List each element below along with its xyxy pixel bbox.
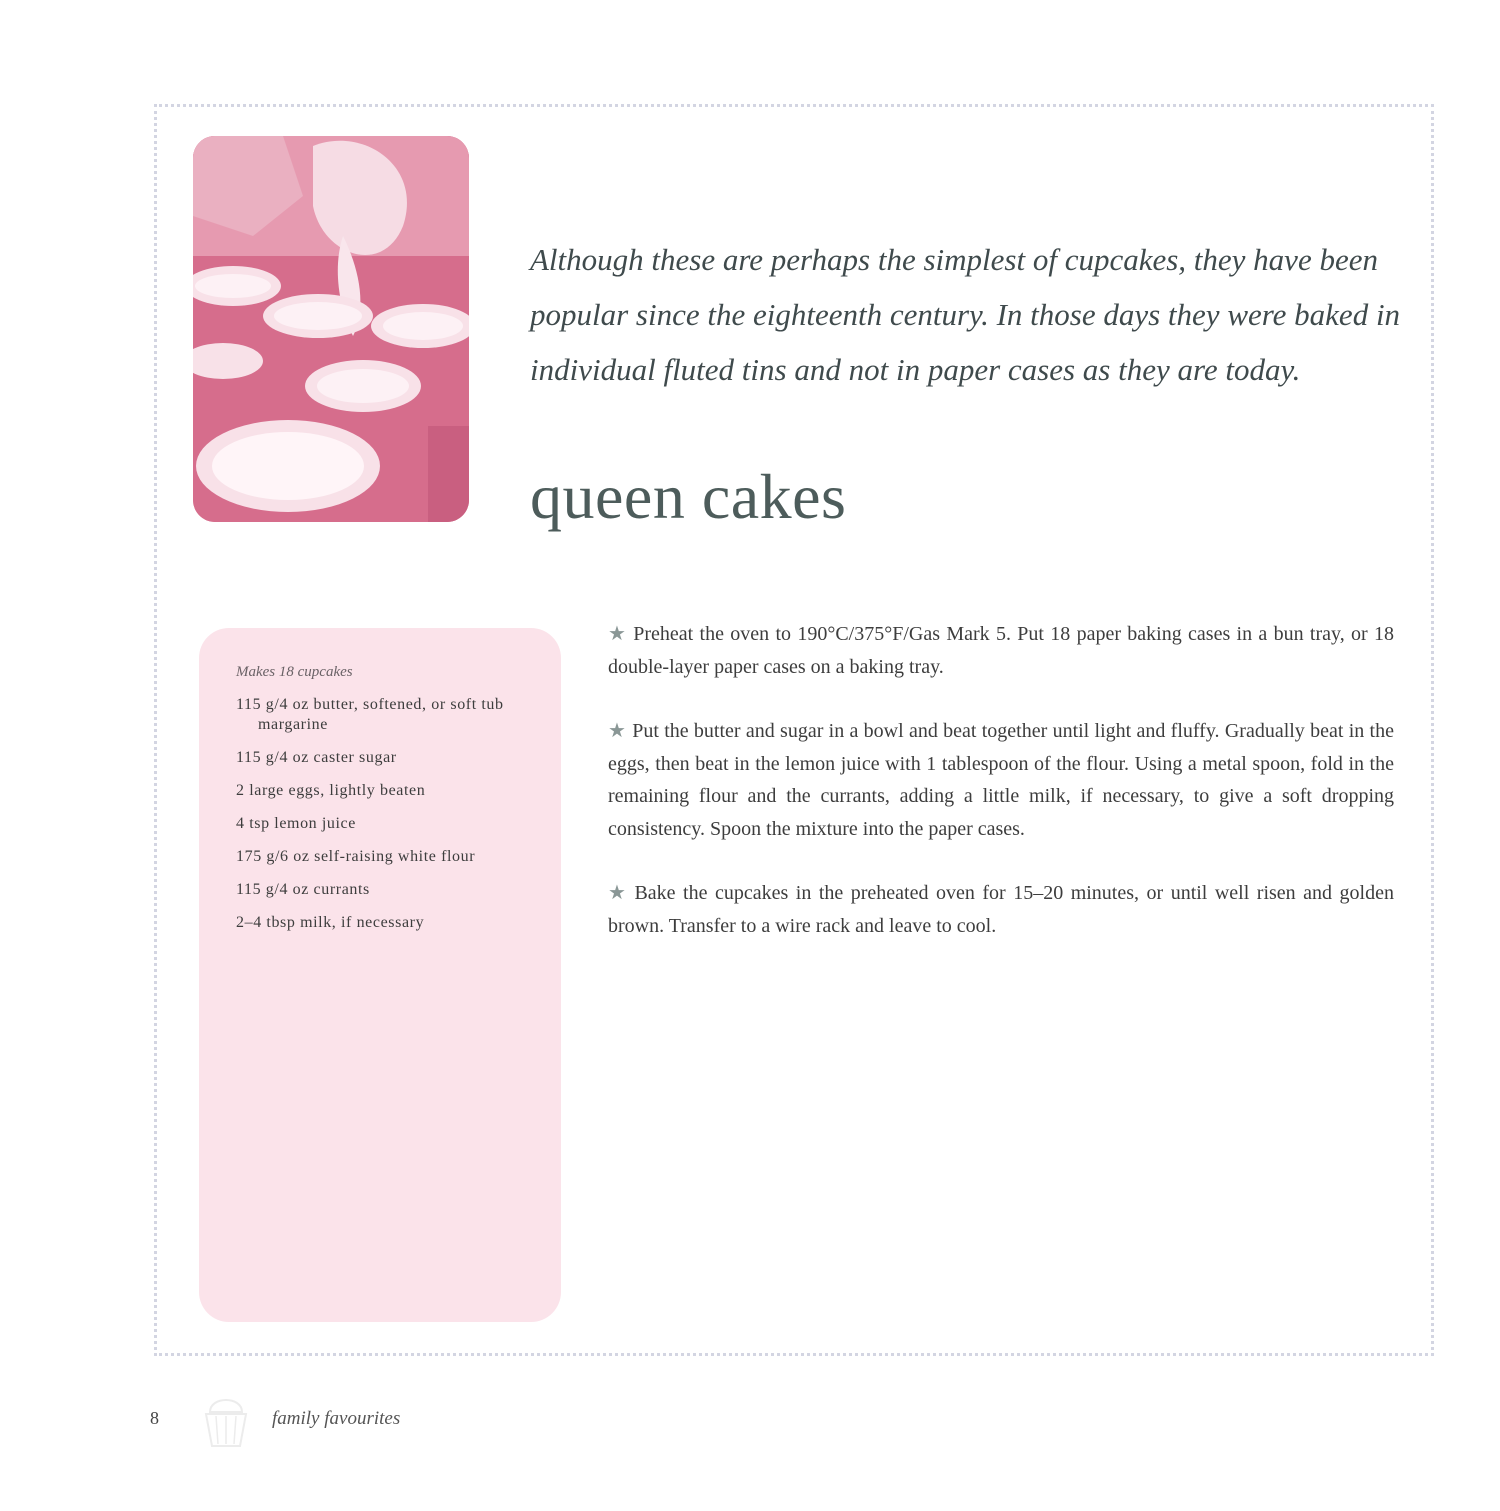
page-number: 8 (150, 1408, 159, 1428)
star-icon: ★ (608, 720, 627, 742)
recipe-photo (193, 136, 469, 522)
cupcake-icon (196, 1382, 256, 1452)
ingredient-item: 2–4 tbsp milk, if necessary (236, 914, 425, 931)
ingredient-item: 2 large eggs, lightly beaten (236, 782, 426, 799)
yield-note: Makes 18 cupcakes (236, 664, 353, 680)
method-step-text: Put the butter and sugar in a bowl and beat together until light and fluffy. Gradually beat in the eggs, then beat in the lemon juice with 1 tablespoon of the flour. Using a metal spoon, fold in the remaining flour and the currants, adding a little milk, if necessary, to give a soft dropping consistency. Spoon the mixture into the paper cases. (608, 720, 1394, 840)
ingredient-item: 115 g/4 oz caster sugar (236, 749, 397, 766)
intro-paragraph (530, 232, 1410, 397)
method-step (608, 715, 1394, 845)
ingredients-list (236, 695, 556, 946)
star-icon: ★ (608, 882, 629, 904)
ingredient-item: 175 g/6 oz self-raising white flour (236, 848, 476, 865)
ingredient-item: 115 g/4 oz currants (236, 881, 370, 898)
method-step (608, 618, 1394, 683)
method-step-text: Preheat the oven to 190°C/375°F/Gas Mark 5. Put 18 paper baking cases in a bun tray, or 18 double-layer paper cases on a baking tray. (608, 623, 1394, 678)
ingredient-item: 4 tsp lemon juice (236, 815, 356, 832)
method-step (608, 877, 1394, 942)
cupcake-cases-image (193, 136, 469, 522)
star-icon: ★ (608, 623, 628, 645)
intro-text: Although these are perhaps the simplest of cupcakes, they have been popular since the eighteenth century. In those days they were baked in individual fluted tins and not in paper cases as they are today. (530, 242, 1401, 387)
method-step-text: Bake the cupcakes in the preheated oven for 15–20 minutes, or until well risen and golden brown. Transfer to a wire rack and leave to cool. (608, 882, 1394, 937)
section-name: family favourites (272, 1408, 401, 1429)
ingredient-item: 115 g/4 oz butter, softened, or soft tub margarine (236, 696, 504, 733)
method-steps (608, 618, 1394, 974)
recipe-title: queen cakes (530, 461, 847, 532)
